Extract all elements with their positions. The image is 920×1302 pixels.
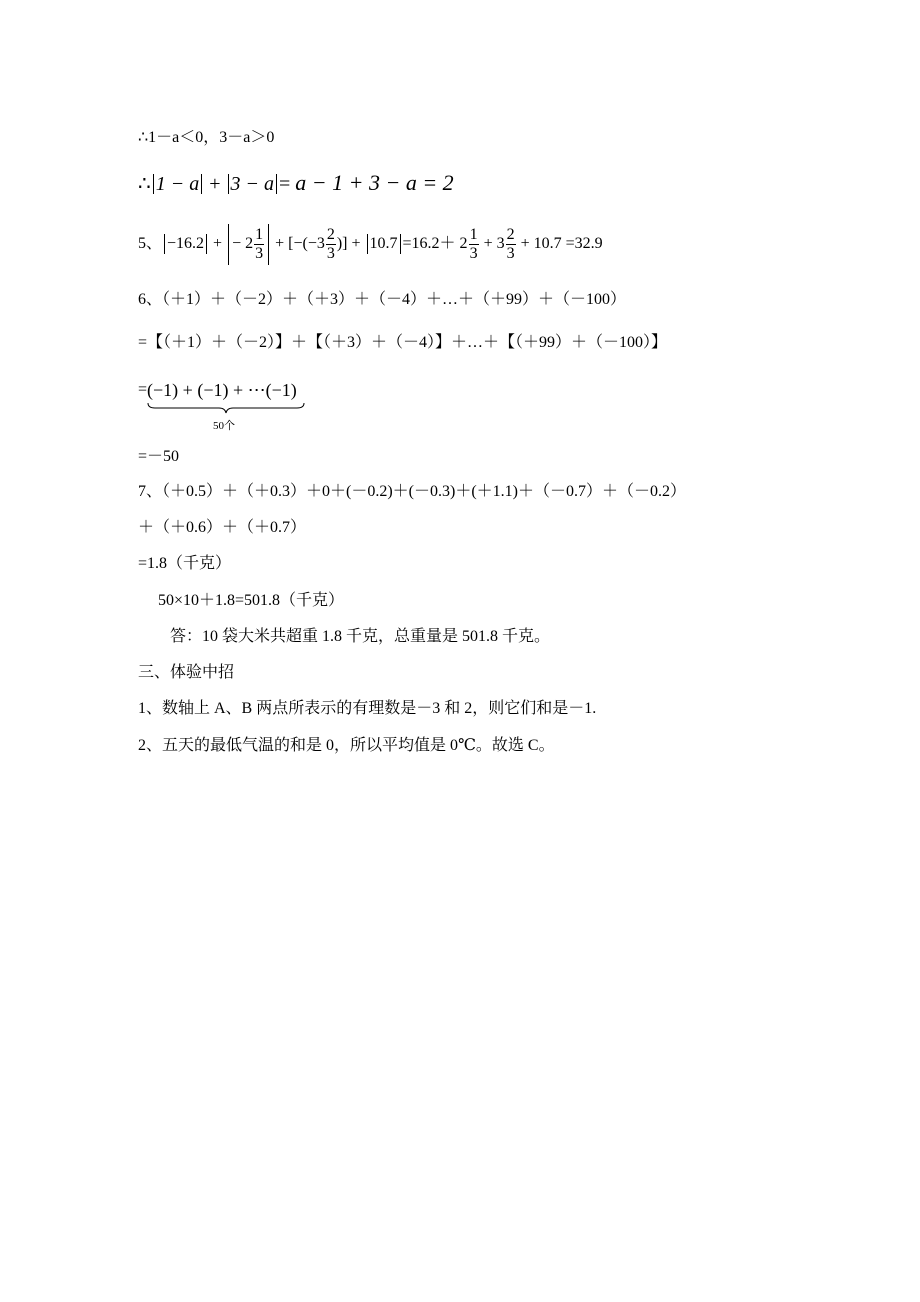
bracket-expression: + [−(−3 [271, 235, 325, 252]
therefore-symbol: ∴ [138, 173, 151, 195]
item-2-line: 2、五天的最低气温的和是 0，所以平均值是 0℃。故选 C。 [138, 737, 555, 754]
problem-5-line [138, 222, 603, 266]
abs-10-7: 10.7 [367, 234, 401, 254]
problem-5-number: 5、 [138, 235, 163, 252]
problem-6-line: 6、（＋1）＋（－2）＋（＋3）＋（－4）＋…＋（＋99）＋（－100） [138, 291, 627, 308]
fraction-numerator: 2 [326, 225, 335, 243]
problem-7-total: 50×10＋1.8=501.8（千克） [158, 592, 345, 609]
plus-sign: + [204, 173, 226, 195]
repeated-sum: (−1) + (−1) + ⋯(−1) [147, 380, 297, 400]
fraction-two-thirds [506, 226, 516, 263]
section-heading: 三、体验中招 [138, 664, 235, 681]
abs-three-minus-a: 3 − a [228, 174, 278, 194]
fraction-denominator: 3 [469, 244, 478, 262]
mixed-number-whole: − 2 [232, 235, 254, 252]
fraction-one-third [254, 226, 264, 263]
problem-6-grouping-line: =【（＋1）＋（－2）】＋【（＋3）＋（－4）】＋…＋【（＋99）＋（－100）】 [138, 334, 668, 351]
problem-7-result: =1.8（千克） [138, 555, 232, 572]
abs-neg-2-one-third [228, 224, 269, 265]
fraction-two-thirds [326, 226, 336, 263]
equals-sign: = [138, 381, 148, 398]
plus-sign: + [209, 235, 227, 252]
underbrace-sum [147, 380, 297, 432]
fraction-numerator: 1 [255, 225, 264, 243]
therefore-inequality-line: ∴1－a＜0，3－a＞0 [138, 129, 275, 146]
fraction-numerator: 2 [506, 225, 515, 243]
problem-6-result: =－50 [138, 448, 180, 465]
problem-7-continuation: ＋（＋0.6）＋（＋0.7） [138, 519, 307, 536]
fraction-one-third [469, 226, 479, 263]
problem-7-answer: 答：10 袋大米共超重 1.8 千克，总重量是 501.8 千克。 [170, 628, 551, 645]
fraction-denominator: 3 [326, 244, 335, 262]
bracket-close: )] + [336, 235, 365, 252]
rhs-part-1: =16.2＋ 2 [402, 235, 468, 252]
abs-neg-16-2: −16.2 [164, 234, 207, 254]
therefore-absolute-value-line [138, 170, 454, 197]
problem-7-line: 7、（＋0.5）＋（＋0.3）＋0＋(－0.2)＋(－0.3)＋(＋1.1)＋（－0.7）＋（－0.2） [138, 483, 686, 500]
item-1-line: 1、数轴上 A、B 两点所表示的有理数是－3 和 2，则它们和是－1. [138, 700, 597, 717]
rhs-part-3: + 10.7 =32.9 [516, 235, 603, 252]
equals-sign: = [279, 173, 296, 195]
fraction-denominator: 3 [506, 244, 515, 262]
fraction-denominator: 3 [255, 244, 264, 262]
problem-6-brace-line [138, 380, 297, 432]
rhs-part-2: + 3 [479, 235, 505, 252]
fraction-numerator: 1 [469, 225, 478, 243]
brace-count-label: 50个 [213, 420, 236, 432]
underbrace-icon [147, 402, 305, 414]
simplified-result: a − 1 + 3 − a = 2 [295, 170, 454, 195]
abs-one-minus-a: 1 − a [153, 174, 203, 194]
